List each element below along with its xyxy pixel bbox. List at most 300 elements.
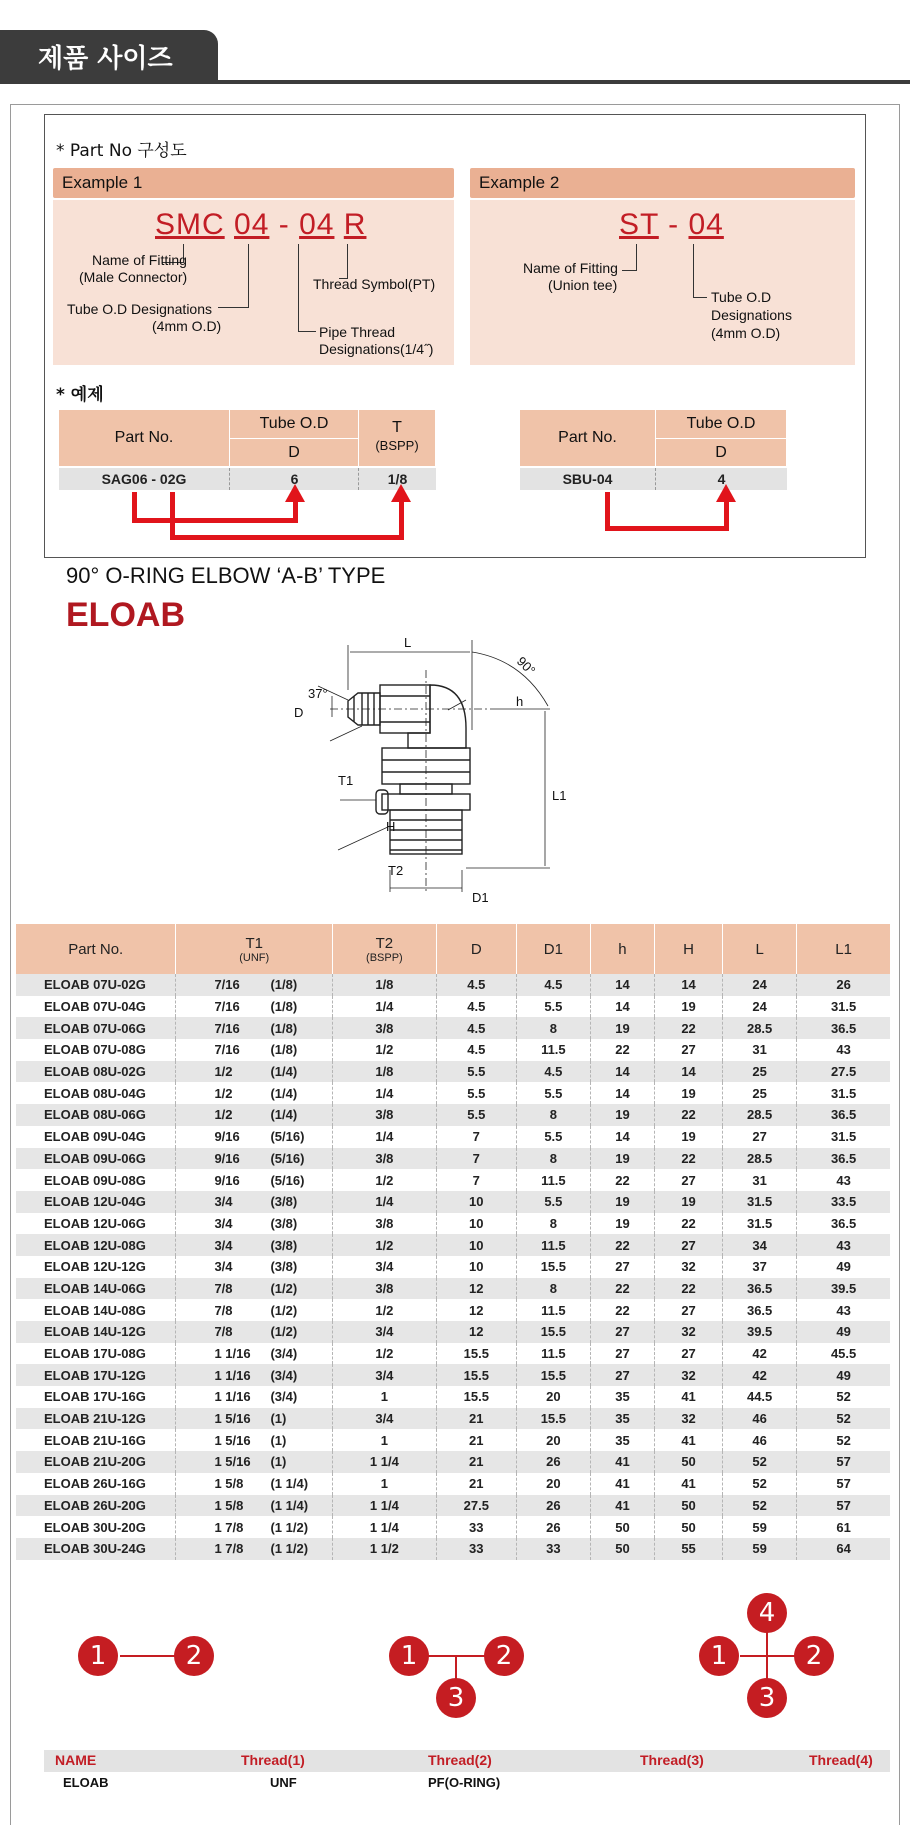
cell-d: 27.5 — [436, 1495, 516, 1517]
cell-d: 4.5 — [436, 996, 516, 1018]
cell-t2: 3/4 — [333, 1256, 437, 1278]
cell-t1-dash: (1 1/2) — [270, 1541, 309, 1557]
cell-part-no: ELOAB 07U-04G — [44, 999, 146, 1015]
cell-d1: 15.5 — [516, 1408, 590, 1430]
cell-t2: 3/4 — [333, 1321, 437, 1343]
cell-l: 24 — [723, 974, 797, 996]
thread-col-4: Thread(4) — [809, 1752, 873, 1768]
cell-l1: 31.5 — [797, 996, 890, 1018]
cell-t1-inch: 1 7/8 — [214, 1519, 244, 1535]
cell-h: 32 — [655, 1408, 723, 1430]
section-title: 제품 사이즈 — [38, 44, 173, 74]
arrow-head — [716, 484, 736, 502]
cell-part-no: ELOAB 17U-12G — [16, 1364, 176, 1386]
cell-h-small: 19 — [590, 1191, 654, 1213]
cell-t1 — [176, 1169, 333, 1191]
cell-l: 31.5 — [723, 1191, 797, 1213]
cell-t1 — [176, 1321, 333, 1343]
cell-d: 15.5 — [436, 1343, 516, 1365]
cell-t2: 1 — [333, 1473, 437, 1495]
ann-name-fitting-sub: (Union tee) — [548, 277, 618, 293]
cell-l: 39.5 — [723, 1321, 797, 1343]
cell-h-small: 22 — [590, 1234, 654, 1256]
cell-l1: 57 — [797, 1473, 890, 1495]
cell-t1-dash: (1/8) — [270, 977, 298, 993]
port-circle-4: 4 — [747, 1593, 787, 1633]
cell-d: 5.5 — [436, 1104, 516, 1126]
table-row — [16, 1061, 890, 1083]
cell-d: 10 — [436, 1213, 516, 1235]
cell-h: 27 — [655, 1343, 723, 1365]
cell-d: 5.5 — [436, 1082, 516, 1104]
spec-table-header — [16, 924, 890, 974]
cell-d1: 11.5 — [516, 1299, 590, 1321]
cell-l1: 57 — [797, 1495, 890, 1517]
cell-t2: 1/2 — [333, 1169, 437, 1191]
code-part-c: 04 — [299, 208, 335, 241]
cell-t2: 3/8 — [333, 1104, 437, 1126]
cell-h: 19 — [655, 996, 723, 1018]
ann-pipe-thread-sub: Designations(1/4˝) — [319, 341, 434, 357]
cell-t1 — [176, 1061, 333, 1083]
cell-part-no: ELOAB 26U-16G — [44, 1476, 146, 1492]
port-circle-1: 1 — [78, 1636, 118, 1676]
cell-d: 10 — [436, 1234, 516, 1256]
cell-t1 — [176, 1191, 333, 1213]
cell-d: 21 — [436, 1451, 516, 1473]
st1-d-header: D — [230, 439, 358, 466]
cell-t2: 1 1/4 — [333, 1516, 437, 1538]
cell-l1: 33.5 — [797, 1191, 890, 1213]
cell-d: 7 — [436, 1148, 516, 1170]
cell-t1-inch: 7/16 — [214, 1020, 240, 1036]
fitting-drawing — [290, 630, 580, 920]
cell-l1: 49 — [797, 1364, 890, 1386]
arrow-line — [605, 526, 729, 531]
port-circle-2: 2 — [484, 1636, 524, 1676]
cell-t1 — [176, 1408, 333, 1430]
thread-col-3: Thread(3) — [640, 1752, 704, 1768]
cell-h-small: 14 — [590, 1061, 654, 1083]
cell-t1 — [176, 974, 333, 996]
cell-t1-dash: (5/16) — [270, 1150, 305, 1166]
cell-h: 14 — [655, 1061, 723, 1083]
st1-t-label: T — [392, 419, 402, 436]
st1-tube-header: Tube O.D — [230, 410, 358, 438]
cell-d: 21 — [436, 1473, 516, 1495]
cell-d: 7 — [436, 1126, 516, 1148]
thread-col-2: Thread(2) — [428, 1752, 492, 1768]
ann-thread-symbol: Thread Symbol(PT) — [313, 276, 436, 292]
ann-name-fitting: Name of Fitting — [92, 252, 187, 268]
st2-d-header: D — [656, 439, 786, 466]
cell-t1 — [176, 996, 333, 1018]
st1-t-header — [359, 410, 435, 466]
cell-t1-dash: (1 1/4) — [270, 1476, 309, 1492]
dim-D1: D1 — [472, 890, 489, 905]
cell-l1: 36.5 — [797, 1017, 890, 1039]
port-circle-2: 2 — [794, 1636, 834, 1676]
cell-t1 — [176, 1299, 333, 1321]
cell-t1-inch: 1 7/8 — [214, 1541, 244, 1557]
cell-t1 — [176, 1278, 333, 1300]
ann-tube-od: Tube O.D Designations — [67, 301, 212, 317]
cell-d: 21 — [436, 1429, 516, 1451]
thread-col-1: Thread(1) — [241, 1752, 305, 1768]
col-t2-sub: (BSPP) — [366, 951, 403, 964]
st2-tube-header: Tube O.D — [656, 410, 786, 438]
cell-h-small: 14 — [590, 1082, 654, 1104]
port-circle-1: 1 — [389, 1636, 429, 1676]
cell-t2: 1/2 — [333, 1299, 437, 1321]
table-row — [16, 1256, 890, 1278]
cell-t1 — [176, 1104, 333, 1126]
cell-d1: 26 — [516, 1451, 590, 1473]
cell-t1 — [176, 1516, 333, 1538]
cell-d1: 20 — [516, 1429, 590, 1451]
cell-l: 28.5 — [723, 1104, 797, 1126]
port-circle-1: 1 — [699, 1636, 739, 1676]
thread-row-name: ELOAB — [63, 1775, 109, 1790]
table-row — [16, 1278, 890, 1300]
cell-t1 — [176, 1082, 333, 1104]
cell-t1-inch: 1/2 — [214, 1085, 233, 1101]
code-part-b: 04 — [688, 208, 724, 241]
cell-t1-dash: (1/4) — [270, 1085, 298, 1101]
cell-l: 31 — [723, 1169, 797, 1191]
cell-t1 — [176, 1126, 333, 1148]
table-row — [16, 1017, 890, 1039]
cell-t1-inch: 1 5/16 — [214, 1432, 251, 1448]
cell-l1: 31.5 — [797, 1082, 890, 1104]
ann-tube-od-sub2: (4mm O.D) — [711, 325, 781, 341]
cell-l1: 57 — [797, 1451, 890, 1473]
port-circle-3: 3 — [436, 1678, 476, 1718]
cell-t1-dash: (1/2) — [270, 1324, 298, 1340]
cell-h: 32 — [655, 1321, 723, 1343]
thread-row-2: PF(O-RING) — [428, 1775, 501, 1790]
dim-L: L — [404, 635, 412, 650]
col-t1-sub: (UNF) — [239, 951, 270, 964]
cell-d: 4.5 — [436, 974, 516, 996]
cell-l1: 43 — [797, 1169, 890, 1191]
cell-t1-dash: (1) — [270, 1411, 287, 1427]
cell-h: 19 — [655, 1126, 723, 1148]
cell-h-small: 19 — [590, 1148, 654, 1170]
cell-part-no: ELOAB 09U-04G — [44, 1129, 146, 1145]
cell-t2: 1 — [333, 1429, 437, 1451]
cell-part-no: ELOAB 17U-08G — [44, 1346, 146, 1362]
leader-line — [347, 244, 348, 279]
col-d1: D1 — [516, 924, 590, 974]
table-row — [16, 1429, 890, 1451]
leader-line — [693, 297, 707, 298]
cell-part-no: ELOAB 14U-08G — [44, 1302, 146, 1318]
cell-l: 24 — [723, 996, 797, 1018]
table-row — [16, 1191, 890, 1213]
col-l: L — [723, 924, 797, 974]
cell-h-small: 50 — [590, 1516, 654, 1538]
leader-line — [218, 307, 249, 308]
arrow-head — [285, 484, 305, 502]
cell-l1: 31.5 — [797, 1126, 890, 1148]
cell-h-small: 27 — [590, 1364, 654, 1386]
cell-t1-dash: (1/2) — [270, 1302, 298, 1318]
cell-d: 15.5 — [436, 1386, 516, 1408]
arrow-line — [170, 492, 175, 540]
col-h: H — [655, 924, 723, 974]
cell-l1: 36.5 — [797, 1213, 890, 1235]
col-t2 — [333, 924, 437, 974]
table-row — [16, 1213, 890, 1235]
cell-t1 — [176, 1213, 333, 1235]
cell-d: 5.5 — [436, 1061, 516, 1083]
st2-part-value: SBU-04 — [520, 468, 655, 490]
cell-l: 25 — [723, 1082, 797, 1104]
dim-37: 37° — [308, 686, 328, 701]
cell-part-no: ELOAB 12U-08G — [16, 1234, 176, 1256]
table-row — [16, 1082, 890, 1104]
cell-d1: 26 — [516, 1495, 590, 1517]
col-t1-label: T1 — [245, 934, 263, 952]
cell-d: 12 — [436, 1299, 516, 1321]
cell-t1-inch: 1/2 — [214, 1064, 233, 1080]
cell-t2: 1/4 — [333, 1082, 437, 1104]
cell-l1: 43 — [797, 1234, 890, 1256]
dim-h: h — [516, 694, 524, 709]
cell-t1-dash: (3/8) — [270, 1259, 298, 1275]
cell-d: 7 — [436, 1169, 516, 1191]
example2-code — [619, 208, 724, 242]
dim-T2: T2 — [388, 863, 404, 878]
cell-d1: 11.5 — [516, 1169, 590, 1191]
arrow-line — [724, 500, 729, 531]
st1-t-value: 1/8 — [358, 468, 436, 490]
cell-d: 12 — [436, 1278, 516, 1300]
code-part-d: R — [343, 208, 367, 241]
cell-h-small: 35 — [590, 1408, 654, 1430]
cell-h-small: 41 — [590, 1495, 654, 1517]
cell-l: 52 — [723, 1451, 797, 1473]
table-row — [16, 1364, 890, 1386]
cell-t2: 1/4 — [333, 1126, 437, 1148]
dim-90: 90° — [513, 653, 539, 679]
cell-d1: 8 — [516, 1213, 590, 1235]
cell-d: 10 — [436, 1191, 516, 1213]
cell-d1: 5.5 — [516, 1082, 590, 1104]
cell-h-small: 50 — [590, 1538, 654, 1560]
cell-part-no: ELOAB 12U-04G — [16, 1191, 176, 1213]
col-t2-label: T2 — [375, 934, 394, 952]
cell-t1-dash: (1/2) — [270, 1280, 298, 1296]
cell-h: 32 — [655, 1256, 723, 1278]
cell-h-small: 14 — [590, 1126, 654, 1148]
cell-h-small: 14 — [590, 974, 654, 996]
cell-t1-inch: 1 1/16 — [214, 1346, 251, 1362]
cell-t2: 1/8 — [333, 1061, 437, 1083]
cell-t1-inch: 1 5/16 — [214, 1411, 251, 1427]
cell-l1: 39.5 — [797, 1278, 890, 1300]
cell-part-no: ELOAB 08U-04G — [44, 1085, 146, 1101]
table-row — [16, 1516, 890, 1538]
leader-line — [636, 244, 637, 271]
cell-l1: 52 — [797, 1386, 890, 1408]
cell-h-small: 19 — [590, 1104, 654, 1126]
cell-h: 50 — [655, 1516, 723, 1538]
table-row — [16, 1039, 890, 1061]
port-circle-3: 3 — [747, 1678, 787, 1718]
cell-h-small: 19 — [590, 1213, 654, 1235]
cell-l1: 64 — [797, 1538, 890, 1560]
cell-l: 44.5 — [723, 1386, 797, 1408]
cell-t1-dash: (3/8) — [270, 1194, 298, 1210]
cell-h: 19 — [655, 1082, 723, 1104]
cell-part-no: ELOAB 08U-02G — [16, 1061, 176, 1083]
st2-part-header: Part No. — [520, 410, 655, 466]
ann-tube-od-sub1: Designations — [711, 307, 792, 323]
cell-d1: 15.5 — [516, 1256, 590, 1278]
st1-t-sub: (BSPP) — [375, 438, 419, 453]
cell-d1: 20 — [516, 1386, 590, 1408]
cell-h: 22 — [655, 1213, 723, 1235]
cell-l1: 43 — [797, 1299, 890, 1321]
cell-part-no: ELOAB 30U-24G — [16, 1538, 176, 1560]
cell-t1-inch: 7/8 — [214, 1280, 233, 1296]
cell-d: 12 — [436, 1321, 516, 1343]
cell-d1: 4.5 — [516, 1061, 590, 1083]
cell-t1-dash: (1 1/4) — [270, 1497, 309, 1513]
cell-h: 50 — [655, 1495, 723, 1517]
cell-h: 22 — [655, 1278, 723, 1300]
col-l1: L1 — [797, 924, 890, 974]
leader-line — [298, 331, 316, 332]
cell-part-no: ELOAB 17U-16G — [44, 1389, 146, 1405]
cell-t1-inch: 7/8 — [214, 1302, 233, 1318]
cell-part-no: ELOAB 14U-06G — [16, 1278, 176, 1300]
cell-d1: 15.5 — [516, 1321, 590, 1343]
cell-t1-dash: (1/4) — [270, 1107, 298, 1123]
leader-line — [298, 244, 299, 332]
cell-l: 36.5 — [723, 1278, 797, 1300]
cell-t1-dash: (3/4) — [270, 1367, 298, 1383]
cell-t1-dash: (1/8) — [270, 999, 298, 1015]
cell-d1: 20 — [516, 1473, 590, 1495]
cell-part-no: ELOAB 12U-12G — [44, 1259, 146, 1275]
cell-h-small: 22 — [590, 1299, 654, 1321]
cell-t1-inch: 1 1/16 — [214, 1367, 251, 1383]
table-row — [16, 1538, 890, 1560]
arrow-head — [391, 484, 411, 502]
cell-t1-inch: 1 5/16 — [214, 1454, 251, 1470]
port-circle-2: 2 — [174, 1636, 214, 1676]
thread-col-name: NAME — [55, 1752, 97, 1768]
cell-h: 50 — [655, 1451, 723, 1473]
cell-t1-inch: 3/4 — [214, 1237, 233, 1253]
cell-t1-inch: 7/16 — [214, 999, 240, 1015]
cell-l: 37 — [723, 1256, 797, 1278]
cell-d: 4.5 — [436, 1017, 516, 1039]
cell-h: 41 — [655, 1429, 723, 1451]
cell-t1 — [176, 1386, 333, 1408]
cell-t1-inch: 9/16 — [214, 1129, 240, 1145]
cell-h: 41 — [655, 1386, 723, 1408]
cell-d1: 5.5 — [516, 1191, 590, 1213]
section-divider — [0, 80, 910, 84]
cell-t1-dash: (3/8) — [270, 1237, 298, 1253]
table-row — [16, 1126, 890, 1148]
cell-part-no: ELOAB 12U-06G — [44, 1215, 146, 1231]
ann-tube-od: Tube O.D — [711, 289, 772, 305]
cell-t1 — [176, 1039, 333, 1061]
cell-t2: 3/8 — [333, 1278, 437, 1300]
table-row — [16, 1321, 890, 1343]
cell-d1: 33 — [516, 1538, 590, 1560]
cell-t2: 1 1/2 — [333, 1538, 437, 1560]
cell-t1-dash: (3/4) — [270, 1389, 298, 1405]
cell-d1: 11.5 — [516, 1234, 590, 1256]
cell-t2: 3/4 — [333, 1364, 437, 1386]
leader-line — [622, 270, 637, 271]
cell-l1: 52 — [797, 1429, 890, 1451]
cell-l: 25 — [723, 1061, 797, 1083]
table-row — [16, 1148, 890, 1170]
cell-t2: 3/4 — [333, 1408, 437, 1430]
cell-d1: 15.5 — [516, 1364, 590, 1386]
cell-h-small: 41 — [590, 1473, 654, 1495]
cell-l: 59 — [723, 1538, 797, 1560]
table-row — [16, 974, 890, 996]
dim-D: D — [294, 705, 304, 720]
code-part-a: ST — [619, 208, 659, 241]
cell-t1 — [176, 1451, 333, 1473]
cell-l: 42 — [723, 1343, 797, 1365]
cell-h: 27 — [655, 1169, 723, 1191]
cell-t1 — [176, 1473, 333, 1495]
cell-t1-dash: (5/16) — [270, 1129, 305, 1145]
cell-t1 — [176, 1343, 333, 1365]
cell-t2: 1 1/4 — [333, 1495, 437, 1517]
cell-t1 — [176, 1017, 333, 1039]
cell-l1: 49 — [797, 1321, 890, 1343]
table-row — [16, 1386, 890, 1408]
table-row — [16, 1169, 890, 1191]
cell-t1-inch: 1 5/8 — [214, 1476, 244, 1492]
cell-d: 4.5 — [436, 1039, 516, 1061]
part-no-section-label: * Part No 구성도 — [56, 141, 187, 161]
spec-table — [16, 924, 890, 1560]
cell-h-small: 22 — [590, 1169, 654, 1191]
cell-t1-dash: (3/8) — [270, 1215, 298, 1231]
cell-t1-inch: 9/16 — [214, 1150, 240, 1166]
section-tab — [0, 30, 218, 80]
cell-d: 10 — [436, 1256, 516, 1278]
cell-l1: 43 — [797, 1039, 890, 1061]
cell-d1: 11.5 — [516, 1343, 590, 1365]
code-part-a: SMC — [155, 208, 225, 241]
cell-l: 46 — [723, 1408, 797, 1430]
cell-h: 22 — [655, 1148, 723, 1170]
cell-part-no: ELOAB 09U-06G — [16, 1148, 176, 1170]
cell-part-no: ELOAB 07U-02G — [16, 974, 176, 996]
cell-t2: 3/8 — [333, 1017, 437, 1039]
cell-t2: 1/8 — [333, 974, 437, 996]
cell-h-small: 27 — [590, 1256, 654, 1278]
cell-d: 21 — [436, 1408, 516, 1430]
cell-part-no: ELOAB 07U-08G — [44, 1042, 146, 1058]
cell-d1: 8 — [516, 1017, 590, 1039]
cell-t1-dash: (1) — [270, 1454, 287, 1470]
cell-l1: 26 — [797, 974, 890, 996]
